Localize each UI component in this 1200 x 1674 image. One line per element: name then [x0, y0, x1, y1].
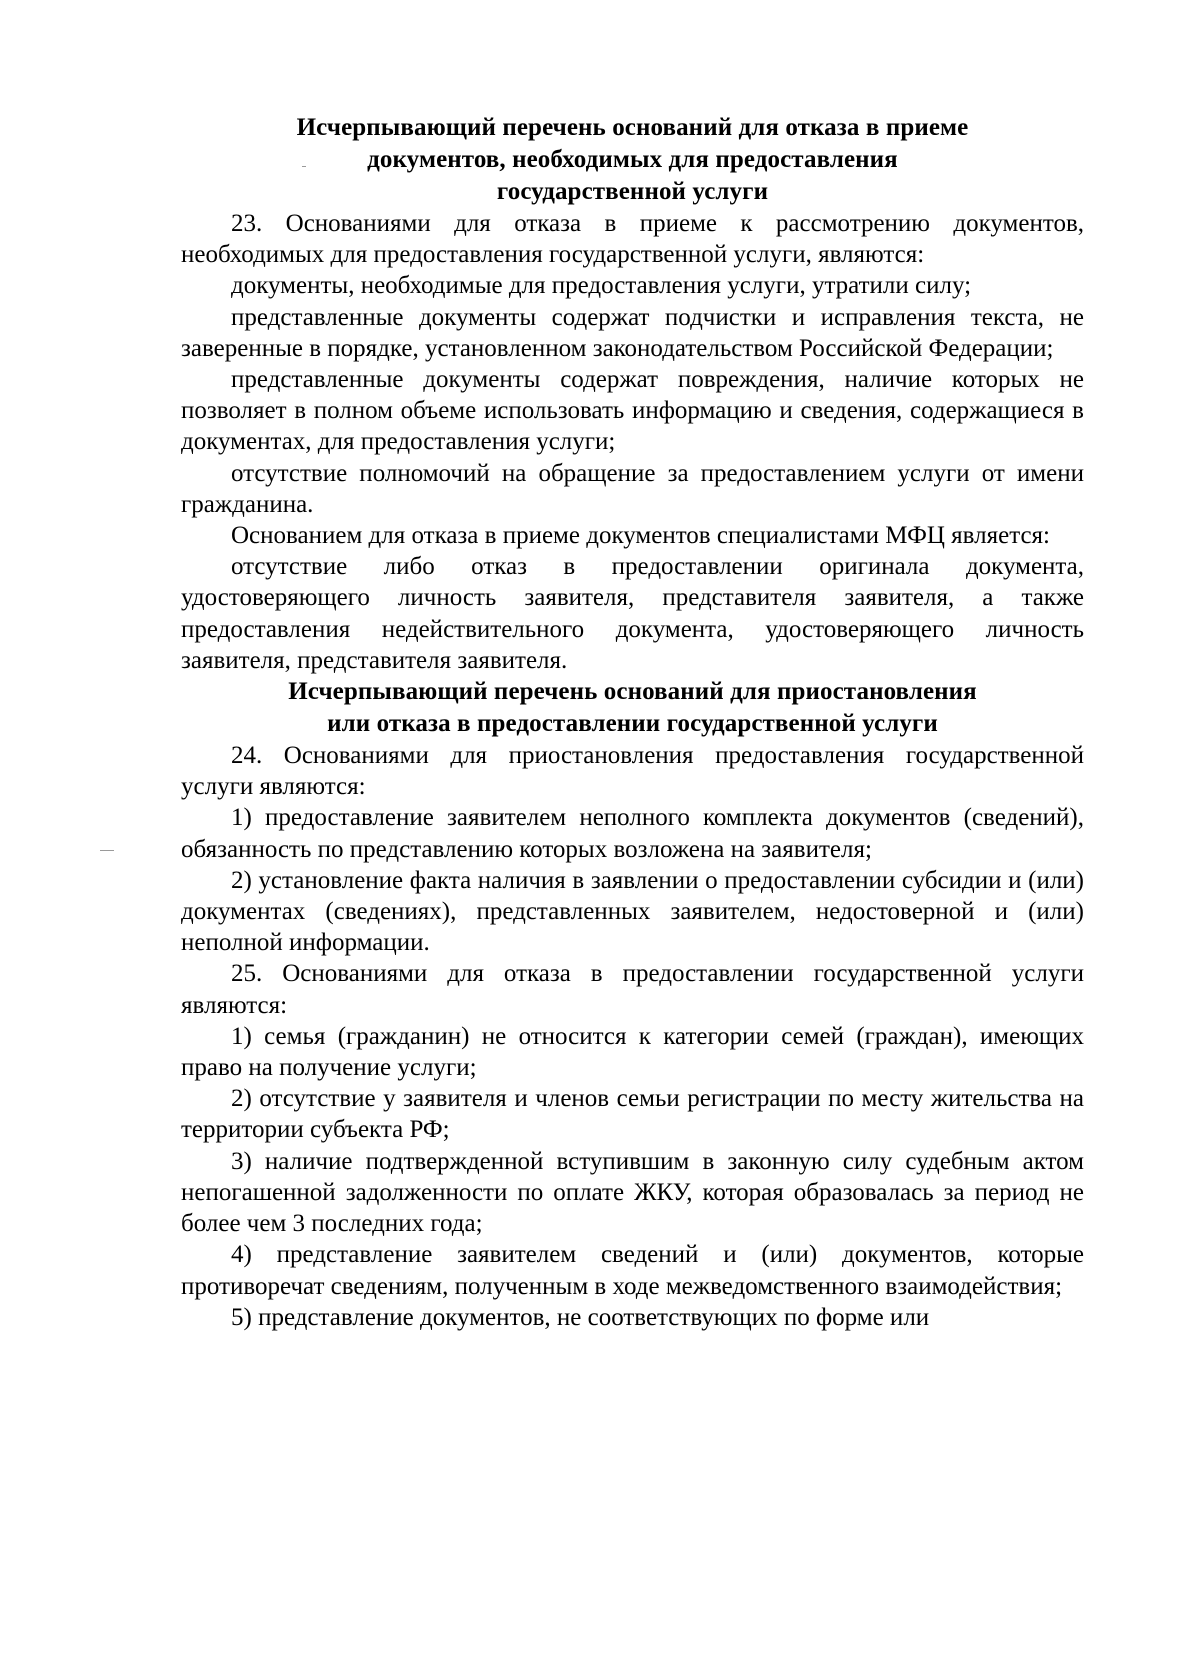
- list-item: 4) представление заявителем сведений и (или) документов, которые противоречат сведениям, полученным в ходе межведомственного взаимодействия;: [181, 1241, 1084, 1300]
- heading-line: документов, необходимых для предоставления: [367, 146, 898, 173]
- section-heading: [181, 112, 1084, 208]
- paragraph: отсутствие либо отказ в предоставлении оригинала документа, удостоверяющего личность заявителя, представителя заявителя, а также предоставления недействительного документа, удостоверяющего личность заявителя, представителя заявителя.: [181, 553, 1084, 674]
- paragraph-25: 25. Основаниями для отказа в предоставлении государственной услуги являются:: [181, 960, 1084, 1019]
- paragraph: представленные документы содержат подчистки и исправления текста, не заверенные в порядке, установленном законодательством Российской Федерации;: [181, 303, 1084, 362]
- list-item: 3) наличие подтвержденной вступившим в законную силу судебным актом непогашенной задолженности по оплате ЖКУ, которая образовалась за период не более чем 3 последних года;: [181, 1147, 1084, 1238]
- heading-line: государственной услуги: [496, 178, 769, 205]
- list-item: 1) семья (гражданин) не относится к категории семей (граждан), имеющих право на получение услуги;: [181, 1022, 1084, 1082]
- section-suspension-refusal: [181, 676, 1084, 1333]
- paragraph: документы, необходимые для предоставления услуги, утратили силу;: [231, 272, 972, 300]
- paragraph: Основанием для отказа в приеме документов специалистами МФЦ является:: [231, 522, 1050, 550]
- list-item: 2) отсутствие у заявителя и членов семьи регистрации по месту жительства на территории субъекта РФ;: [181, 1085, 1084, 1144]
- heading-line: или отказа в предоставлении государственной услуги: [327, 710, 938, 738]
- heading-line: Исчерпывающий перечень оснований для приостановления: [288, 678, 977, 706]
- section-refusal-acceptance: [181, 112, 1084, 676]
- paragraph-23: 23. Основаниями для отказа в приеме к рассмотрению документов, необходимых для предоставления государственной услуги, являются:: [181, 210, 1084, 269]
- heading-line: Исчерпывающий перечень оснований для отказа в приеме: [296, 114, 969, 141]
- document-body: [181, 112, 1084, 1333]
- paragraph-24: 24. Основаниями для приостановления предоставления государственной услуги являются:: [181, 742, 1084, 801]
- section-heading: [181, 676, 1084, 740]
- list-item: 5) представление документов, не соответствующих по форме или: [231, 1303, 930, 1331]
- list-item: 2) установление факта наличия в заявлении о предоставлении субсидии и (или) документах (сведениях), представленных заявителем, недостоверной и (или) неполной информации.: [181, 866, 1084, 957]
- paragraph: представленные документы содержат повреждения, наличие которых не позволяет в полном объеме использовать информацию и сведения, содержащиеся в документах, для предоставления услуги;: [181, 366, 1084, 456]
- paragraph: отсутствие полномочий на обращение за предоставлением услуги от имени гражданина.: [181, 459, 1084, 518]
- list-item: 1) предоставление заявителем неполного комплекта документов (сведений), обязанность по представлению которых возложена на заявителя;: [181, 804, 1084, 863]
- scan-artifact: [100, 850, 114, 851]
